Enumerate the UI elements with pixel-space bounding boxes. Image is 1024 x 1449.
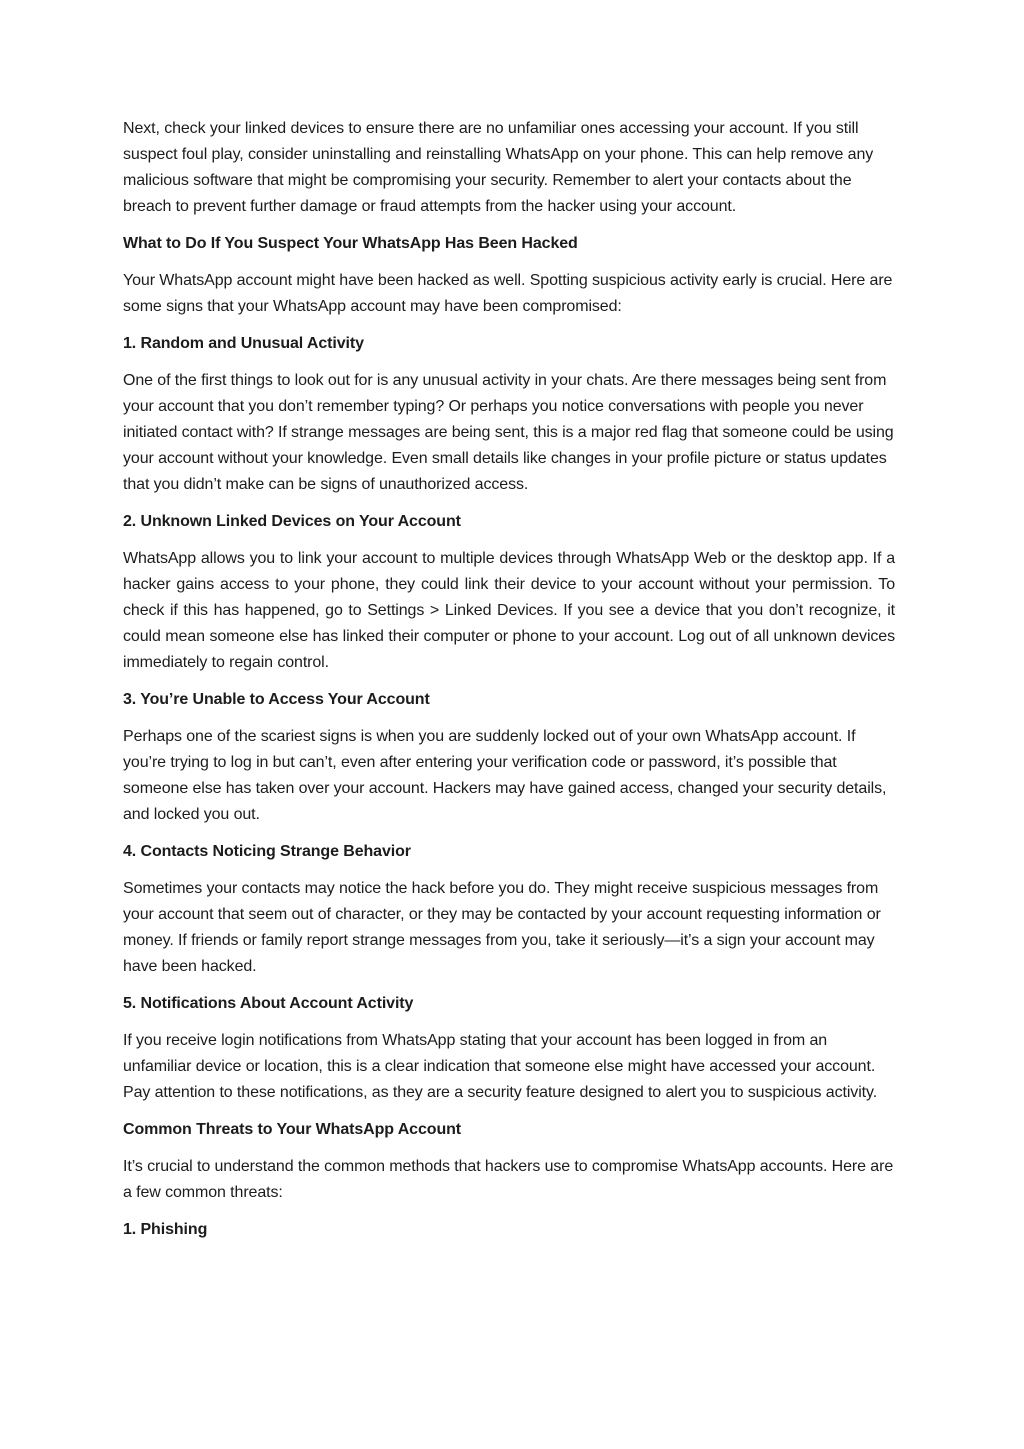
paragraph-common-threats-intro: It’s crucial to understand the common methods that hackers use to compromise WhatsApp accounts. Here are a few common threats: <box>123 1158 894 1201</box>
paragraph-sign-5-login-notifications: If you receive login notifications from WhatsApp stating that your account has been logged in from an unfamiliar device or location, this is a clear indication that someone else might have accessed your account. Pay attention to these notifications, as they are a security feature designed to alert you to suspicious activity. <box>123 1032 878 1101</box>
heading-sign-2-unknown-linked-devices: 2. Unknown Linked Devices on Your Account <box>123 513 461 530</box>
paragraph-spotting-suspicious-activity: Your WhatsApp account might have been hacked as well. Spotting suspicious activity early is crucial. Here are some signs that your WhatsApp account may have been compromised: <box>123 272 893 315</box>
paragraph-sign-4-contacts-notice: Sometimes your contacts may notice the hack before you do. They might receive suspicious messages from your account that seem out of character, or they may be contacted by your account requesting information or money. If friends or family report strange messages from you, take it seriously—it’s a sign your account may have been hacked. <box>123 880 881 975</box>
paragraph-sign-2-linked-devices: WhatsApp allows you to link your account to multiple devices through WhatsApp Web or the desktop app. If a hacker gains access to your phone, they could link their device to your account without your permission. To check if this has happened, go to Settings > Linked Devices. If you see a device that you don’t recognize, it could mean someone else has linked their computer or phone to your account. Log out of all unknown devices immediately to regain control. <box>123 550 895 671</box>
paragraph-sign-1-unusual-activity: One of the first things to look out for is any unusual activity in your chats. Are there messages being sent from your account that you don’t remember typing? Or perhaps you notice conversations with people you never initiated contact with? If strange messages are being sent, this is a major red flag that someone could be using your account without your knowledge. Even small details like changes in your profile picture or status updates that you didn’t make can be signs of unauthorized access. <box>123 372 894 493</box>
paragraph-sign-3-locked-out: Perhaps one of the scariest signs is when you are suddenly locked out of your own WhatsApp account. If you’re trying to log in but can’t, even after entering your verification code or password, it’s possible that someone else has taken over your account. Hackers may have gained access, changed your security details, and locked you out. <box>123 728 887 823</box>
paragraph-linked-devices-advice: Next, check your linked devices to ensure there are no unfamiliar ones accessing your account. If you still suspect foul play, consider uninstalling and reinstalling WhatsApp on your phone. This can help remove any malicious software that might be compromising your security. Remember to alert your contacts about the breach to prevent further damage or fraud attempts from the hacker using your account. <box>123 120 874 215</box>
heading-threat-1-phishing: 1. Phishing <box>123 1221 208 1238</box>
heading-sign-4-contacts-strange-behavior: 4. Contacts Noticing Strange Behavior <box>123 843 411 860</box>
heading-sign-5-account-activity-notifications: 5. Notifications About Account Activity <box>123 995 414 1012</box>
heading-common-threats: Common Threats to Your WhatsApp Account <box>123 1121 462 1138</box>
heading-sign-1-random-unusual-activity: 1. Random and Unusual Activity <box>123 335 364 352</box>
document-content <box>123 116 895 1243</box>
heading-what-to-do-if-hacked: What to Do If You Suspect Your WhatsApp Has Been Hacked <box>123 235 578 252</box>
heading-sign-3-unable-to-access: 3. You’re Unable to Access Your Account <box>123 691 430 708</box>
